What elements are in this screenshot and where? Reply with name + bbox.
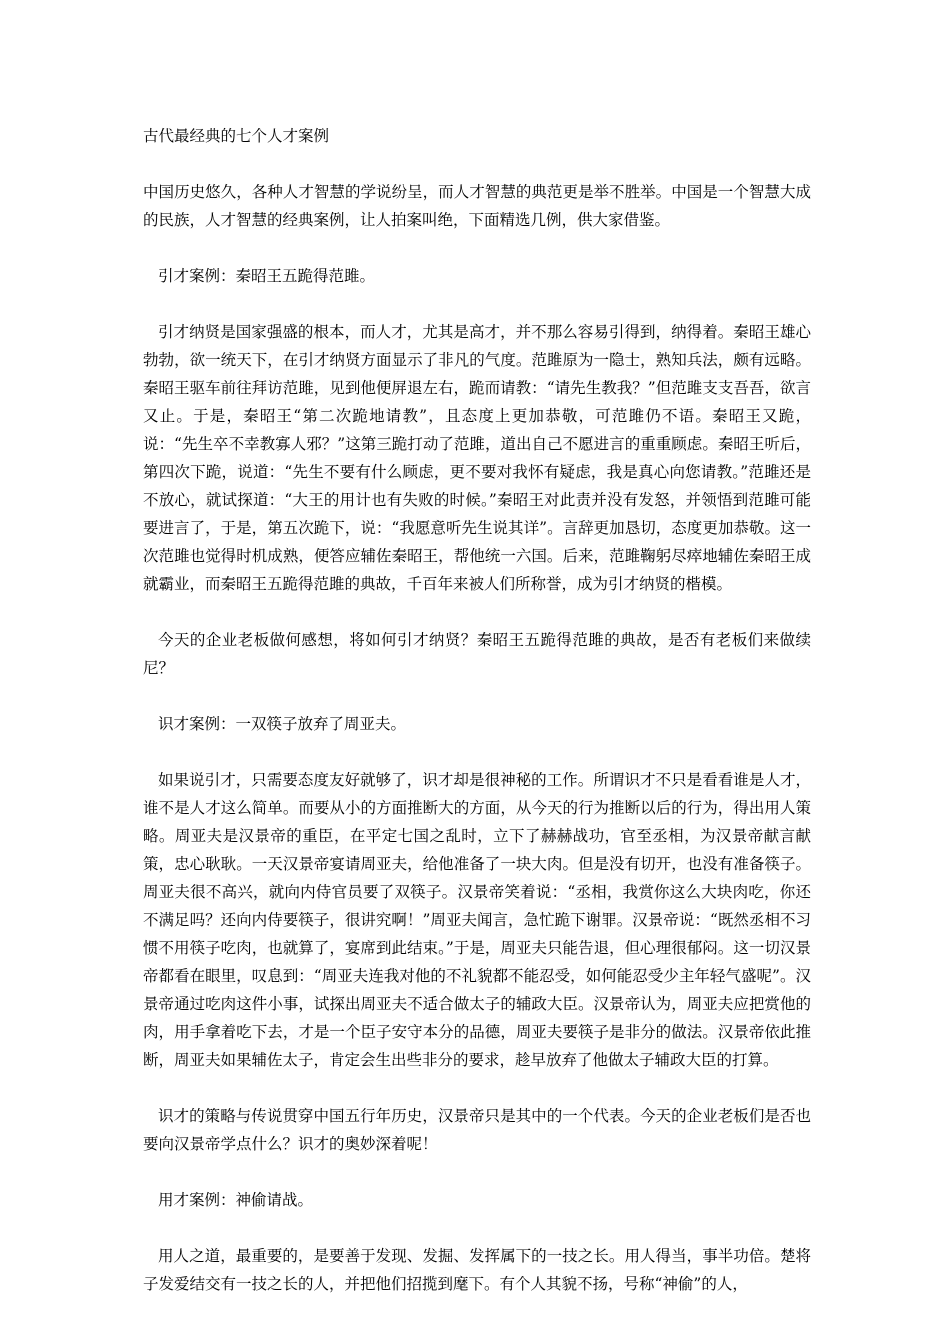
- document-body: [143, 122, 811, 1326]
- body-paragraph-recognize-reflection: 识才的策略与传说贯穿中国五行年历史，汉景帝只是其中的一个代表。今天的企业老板们是否也要向汉景帝学点什么？识才的奥妙深着呢！: [143, 1107, 811, 1153]
- body-paragraph-attract-talent: 引才纳贤是国家强盛的根本，而人才，尤其是高才，并不那么容易引得到，纳得着。秦昭王雄心勃勃，欲一统天下，在引才纳贤方面显示了非凡的气度。范雎原为一隐士，熟知兵法，颇有远略。秦昭王驱车前往拜访范雎，见到他便屏退左右，跪而请教：“请先生教我？”但范雎支支吾吾，欲言又止。于是，秦昭王“第二次跪地请教”，且态度上更加恭敬，可范雎仍不语。秦昭王又跪，说：“先生卒不幸教寡人邪？”这第三跪打动了范雎，道出自己不愿进言的重重顾虑。秦昭王听后，第四次下跪，说道：“先生不要有什么顾虑，更不要对我怀有疑虑，我是真心向您请教。”范雎还是不放心，就试探道：“大王的用计也有失败的时候。”秦昭王对此责并没有发怒，并领悟到范雎可能要进言了，于是，第五次跪下，说：“我愿意听先生说其详”。言辞更加恳切，态度更加恭敬。这一次范雎也觉得时机成熟，便答应辅佐秦昭王，帮他统一六国。后来，范雎鞠躬尽瘁地辅佐秦昭王成就霸业，而秦昭王五跪得范雎的典故，千百年来被人们所称誉，成为引才纳贤的楷模。: [143, 323, 811, 593]
- section-heading-attract-talent: 引才案例：秦昭王五跪得范雎。: [158, 267, 376, 285]
- section-heading-recognize-talent: 识才案例：一双筷子放弃了周亚夫。: [158, 715, 407, 733]
- body-paragraph-attract-reflection: 今天的企业老板做何感想，将如何引才纳贤？秦昭王五跪得范雎的典故，是否有老板们来做续尼？: [143, 631, 811, 677]
- body-paragraph-use-talent: 用人之道，最重要的，是要善于发现、发掘、发挥属下的一技之长。用人得当，事半功倍。楚将子发爱结交有一技之长的人，并把他们招揽到麾下。有个人其貌不扬，号称“神偷”的人，: [143, 1247, 811, 1293]
- document-title: 古代最经典的七个人才案例: [143, 127, 330, 145]
- body-paragraph-recognize-talent: 如果说引才，只需要态度友好就够了，识才却是很神秘的工作。所谓识才不只是看看谁是人才，谁不是人才这么简单。而要从小的方面推断大的方面，从今天的行为推断以后的行为，得出用人策略。周亚夫是汉景帝的重臣，在平定七国之乱时，立下了赫赫战功，官至丞相，为汉景帝献言献策，忠心耿耿。一天汉景帝宴请周亚夫，给他准备了一块大肉。但是没有切开，也没有准备筷子。周亚夫很不高兴，就向内侍官员要了双筷子。汉景帝笑着说：“丞相，我赏你这么大块肉吃，你还不满足吗？还向内侍要筷子，很讲究啊！”周亚夫闻言，急忙跪下谢罪。汉景帝说：“既然丞相不习惯不用筷子吃肉，也就算了，宴席到此结束。”于是，周亚夫只能告退，但心理很郁闷。这一切汉景帝都看在眼里，叹息到：“周亚夫连我对他的不礼貌都不能忍受，如何能忍受少主年轻气盛呢”。汉景帝通过吃肉这件小事，试探出周亚夫不适合做太子的辅政大臣。汉景帝认为，周亚夫应把赏他的肉，用手拿着吃下去，才是一个臣子安守本分的品德，周亚夫要筷子是非分的做法。汉景帝依此推断，周亚夫如果辅佐太子，肯定会生出些非分的要求，趁早放弃了他做太子辅政大臣的打算。: [143, 771, 811, 1069]
- section-heading-use-talent: 用才案例：神偷请战。: [158, 1191, 314, 1209]
- intro-paragraph: 中国历史悠久，各种人才智慧的学说纷呈，而人才智慧的典范更是举不胜举。中国是一个智慧大成的民族，人才智慧的经典案例，让人拍案叫绝，下面精选几例，供大家借鉴。: [143, 183, 811, 229]
